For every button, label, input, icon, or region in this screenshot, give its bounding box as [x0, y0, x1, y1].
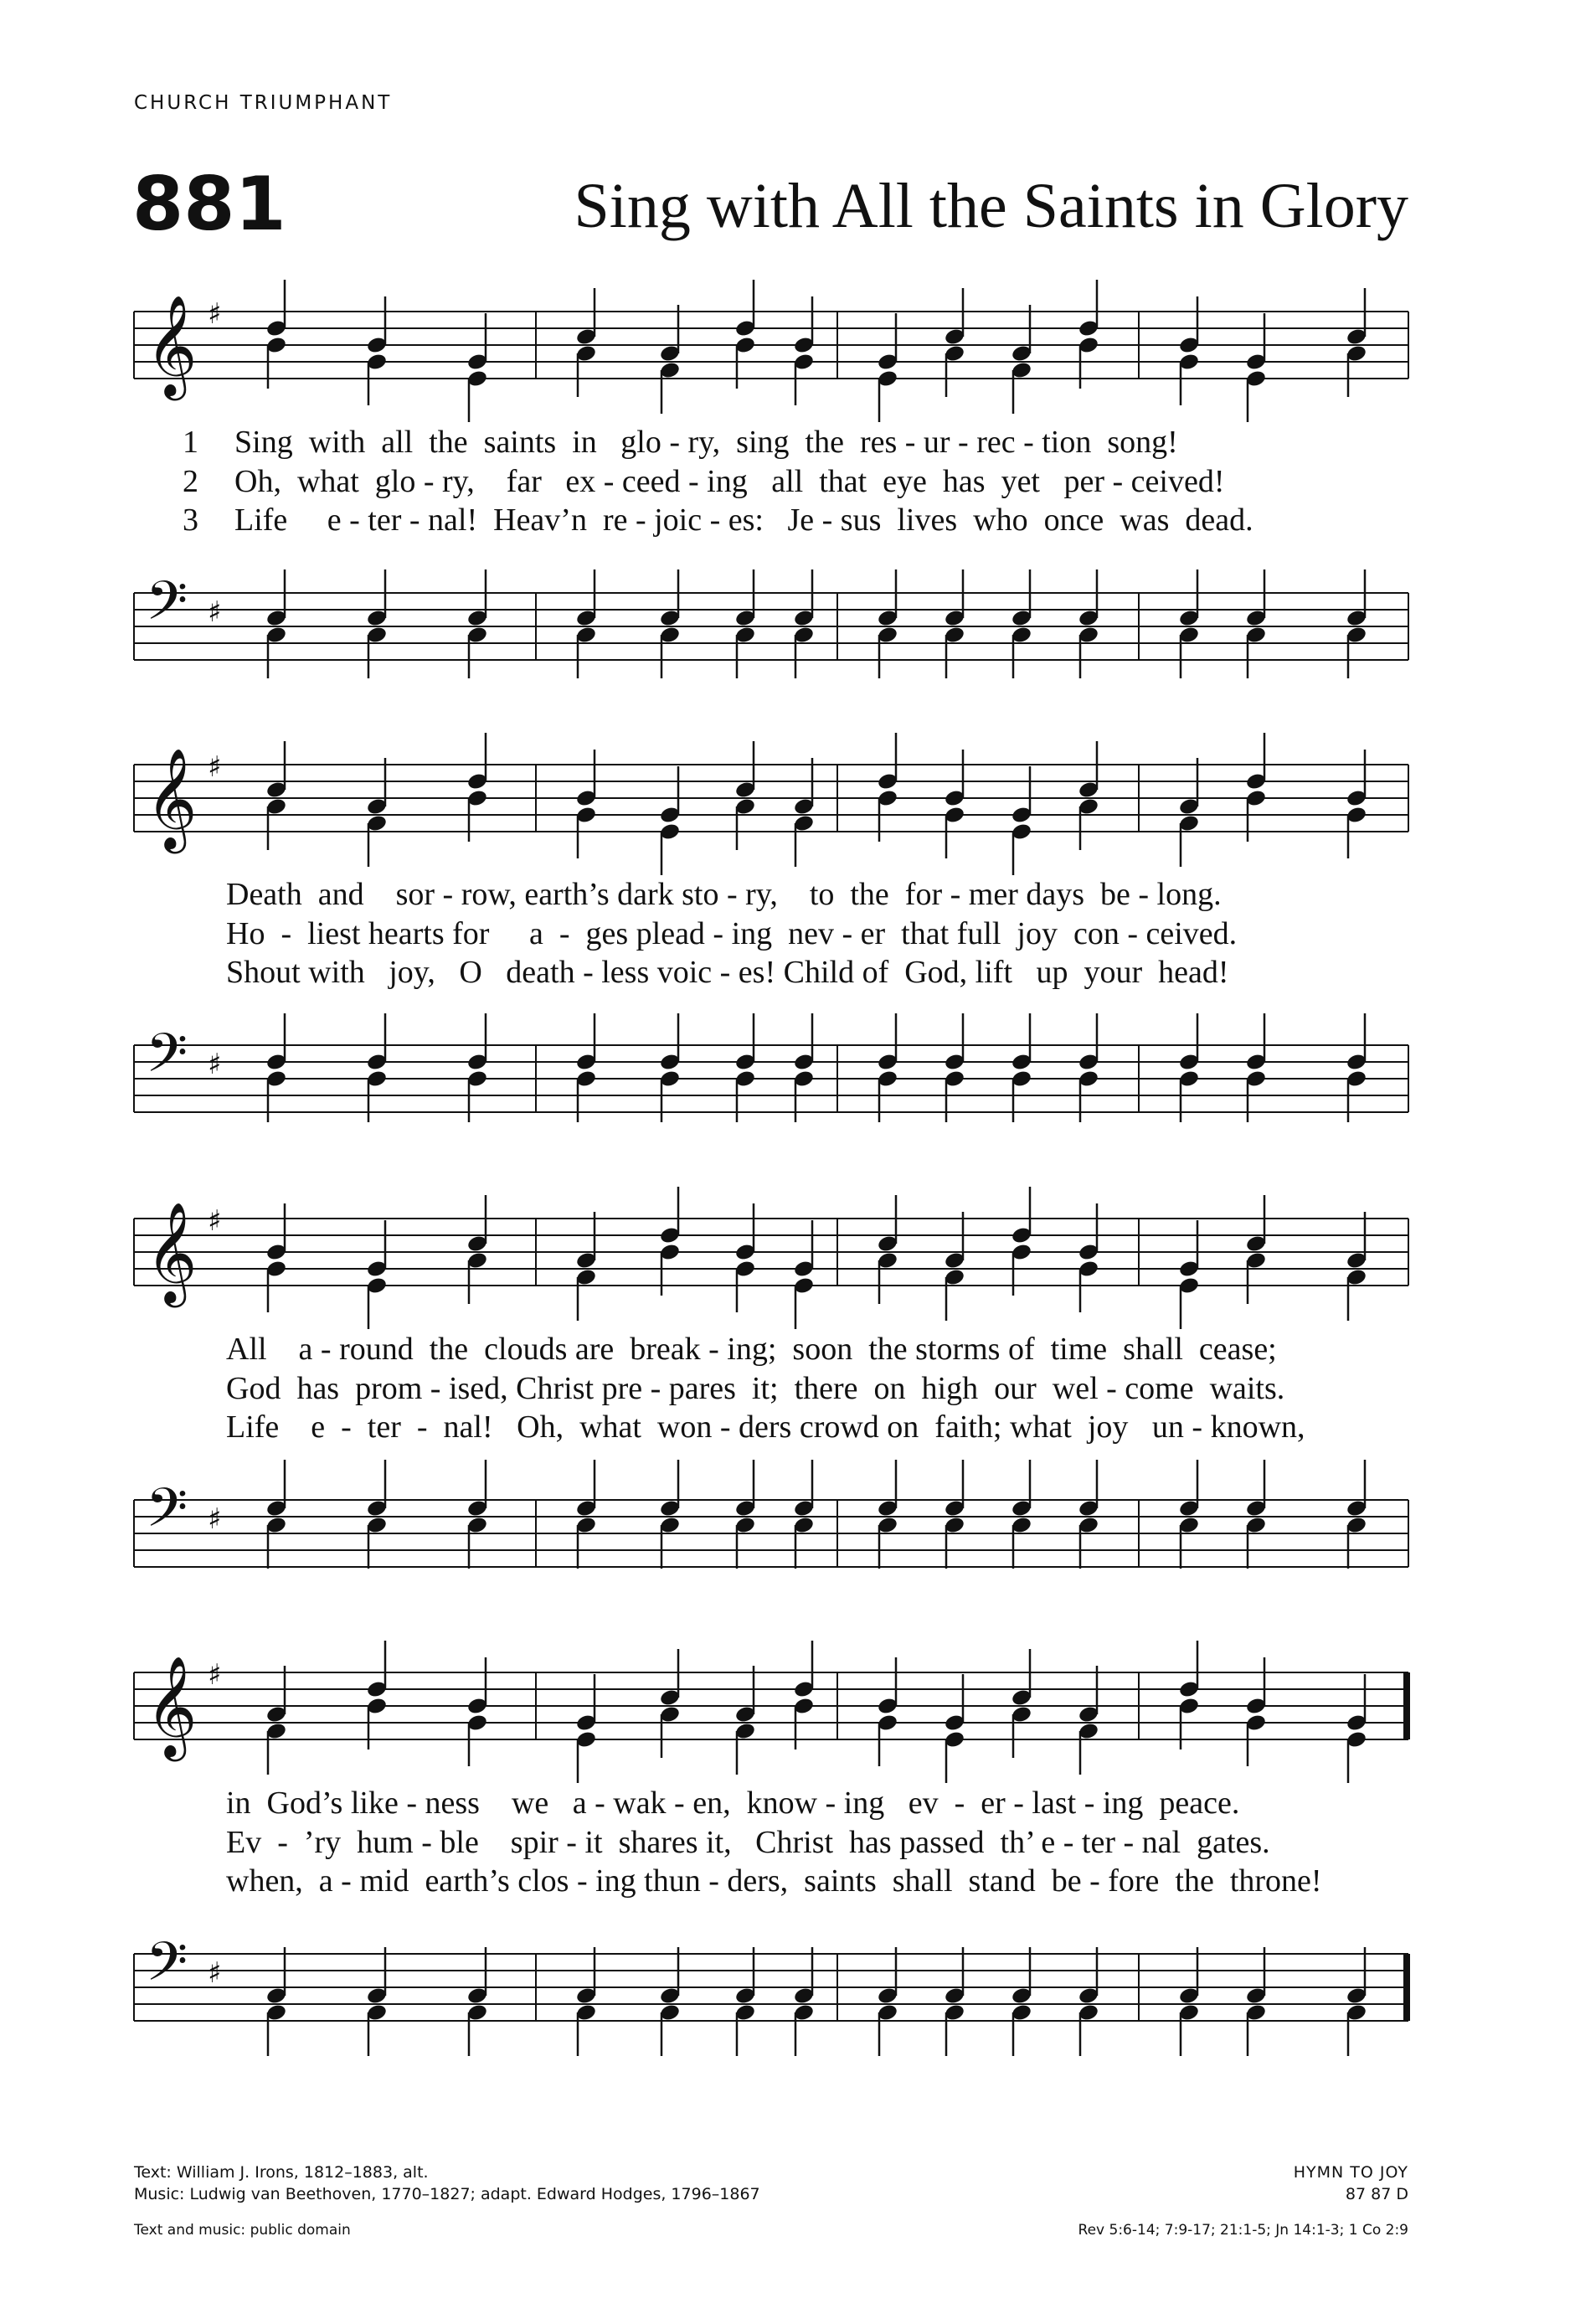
- key-signature-sharp-icon: ♯: [208, 297, 222, 331]
- bass-clef-icon: 𝄢: [146, 570, 188, 646]
- key-signature-sharp-icon: ♯: [208, 1658, 222, 1692]
- meter: 87 87 D: [1345, 2185, 1408, 2203]
- treble-clef-icon: 𝄞: [146, 747, 198, 849]
- lyric-line: in God’s like - ness we a - wak - en, know - ing ev - er - last - ing peace.: [226, 1786, 1240, 1821]
- bass-staff-3: [134, 1477, 1408, 1567]
- lyric-line: Death and sor - row, earth’s dark sto - ry, to the for - mer days be - long.: [226, 877, 1222, 912]
- lyric-line: 3 Life e - ter - nal! Heav’n re - joic - es: Je - sus lives who once was dead.: [183, 502, 1253, 538]
- bass-clef-icon: 𝄢: [146, 1477, 188, 1553]
- scripture-references: Rev 5:6-14; 7:9-17; 21:1-5; Jn 14:1-3; 1 Co 2:9: [1078, 2222, 1408, 2239]
- lyric-line: when, a - mid earth’s clos - ing thun - ders, saints shall stand be - fore the throne!: [226, 1863, 1322, 1899]
- staff-graphic: [134, 747, 1408, 849]
- text-credit: Text: William J. Irons, 1812–1883, alt.: [134, 2163, 429, 2182]
- key-signature-sharp-icon: ♯: [208, 750, 222, 784]
- bass-clef-icon: 𝄢: [146, 1023, 188, 1098]
- staff-graphic: [134, 294, 1408, 396]
- lyric-line: 2 Oh, what glo - ry, far ex - ceed - ing all that eye has yet per - ceived!: [183, 464, 1225, 499]
- lyric-line: All a - round the clouds are break - ing; soon the storms of time shall cease;: [226, 1332, 1277, 1367]
- hymn-title: Sing with All the Saints in Glory: [574, 171, 1408, 241]
- key-signature-sharp-icon: ♯: [208, 1204, 222, 1238]
- final-barline: [1403, 1954, 1410, 2021]
- treble-staff-1: [134, 294, 1408, 396]
- key-signature-sharp-icon: ♯: [208, 1956, 222, 1990]
- treble-clef-icon: 𝄞: [146, 1201, 198, 1303]
- hymn-number: 881: [132, 161, 286, 247]
- lyric-line: Ho - liest hearts for a - ges plead - ing nev - er that full joy con - ceived.: [226, 916, 1238, 951]
- staff-graphic: [134, 1477, 1408, 1567]
- treble-clef-icon: 𝄞: [146, 1655, 198, 1757]
- staff-graphic: [134, 1655, 1408, 1757]
- treble-staff-3: [134, 1201, 1408, 1303]
- final-barline: [1403, 1672, 1410, 1739]
- music-credit: Music: Ludwig van Beethoven, 1770–1827; adapt. Edward Hodges, 1796–1867: [134, 2185, 760, 2203]
- staff-graphic: [134, 1023, 1408, 1112]
- bass-staff-2: [134, 1023, 1408, 1112]
- treble-staff-2: [134, 747, 1408, 849]
- section-label: CHURCH TRIUMPHANT: [134, 92, 393, 114]
- key-signature-sharp-icon: ♯: [208, 1048, 222, 1081]
- key-signature-sharp-icon: ♯: [208, 595, 222, 629]
- copyright-notice: Text and music: public domain: [134, 2222, 351, 2239]
- bass-staff-4: [134, 1931, 1408, 2021]
- staff-graphic: [134, 1201, 1408, 1303]
- lyric-line: Life e - ter - nal! Oh, what won - ders crowd on faith; what joy un - known,: [226, 1409, 1305, 1445]
- lyric-line: God has prom - ised, Christ pre - pares it; there on high our wel - come waits.: [226, 1371, 1285, 1406]
- lyric-line: Shout with joy, O death - less voic - es! Child of God, lift up your head!: [226, 955, 1229, 990]
- tune-name: HYMN TO JOY: [1293, 2163, 1408, 2182]
- staff-graphic: [134, 1931, 1408, 2021]
- treble-staff-4: [134, 1655, 1408, 1757]
- treble-clef-icon: 𝄞: [146, 294, 198, 396]
- staff-graphic: [134, 570, 1408, 660]
- lyric-line: Ev - ’ry hum - ble spir - it shares it, Christ has passed th’ e - ter - nal gates.: [226, 1825, 1270, 1860]
- lyric-line: 1 Sing with all the saints in glo - ry, sing the res - ur - rec - tion song!: [183, 425, 1178, 460]
- bass-staff-1: [134, 570, 1408, 660]
- key-signature-sharp-icon: ♯: [208, 1502, 222, 1536]
- bass-clef-icon: 𝄢: [146, 1931, 188, 2007]
